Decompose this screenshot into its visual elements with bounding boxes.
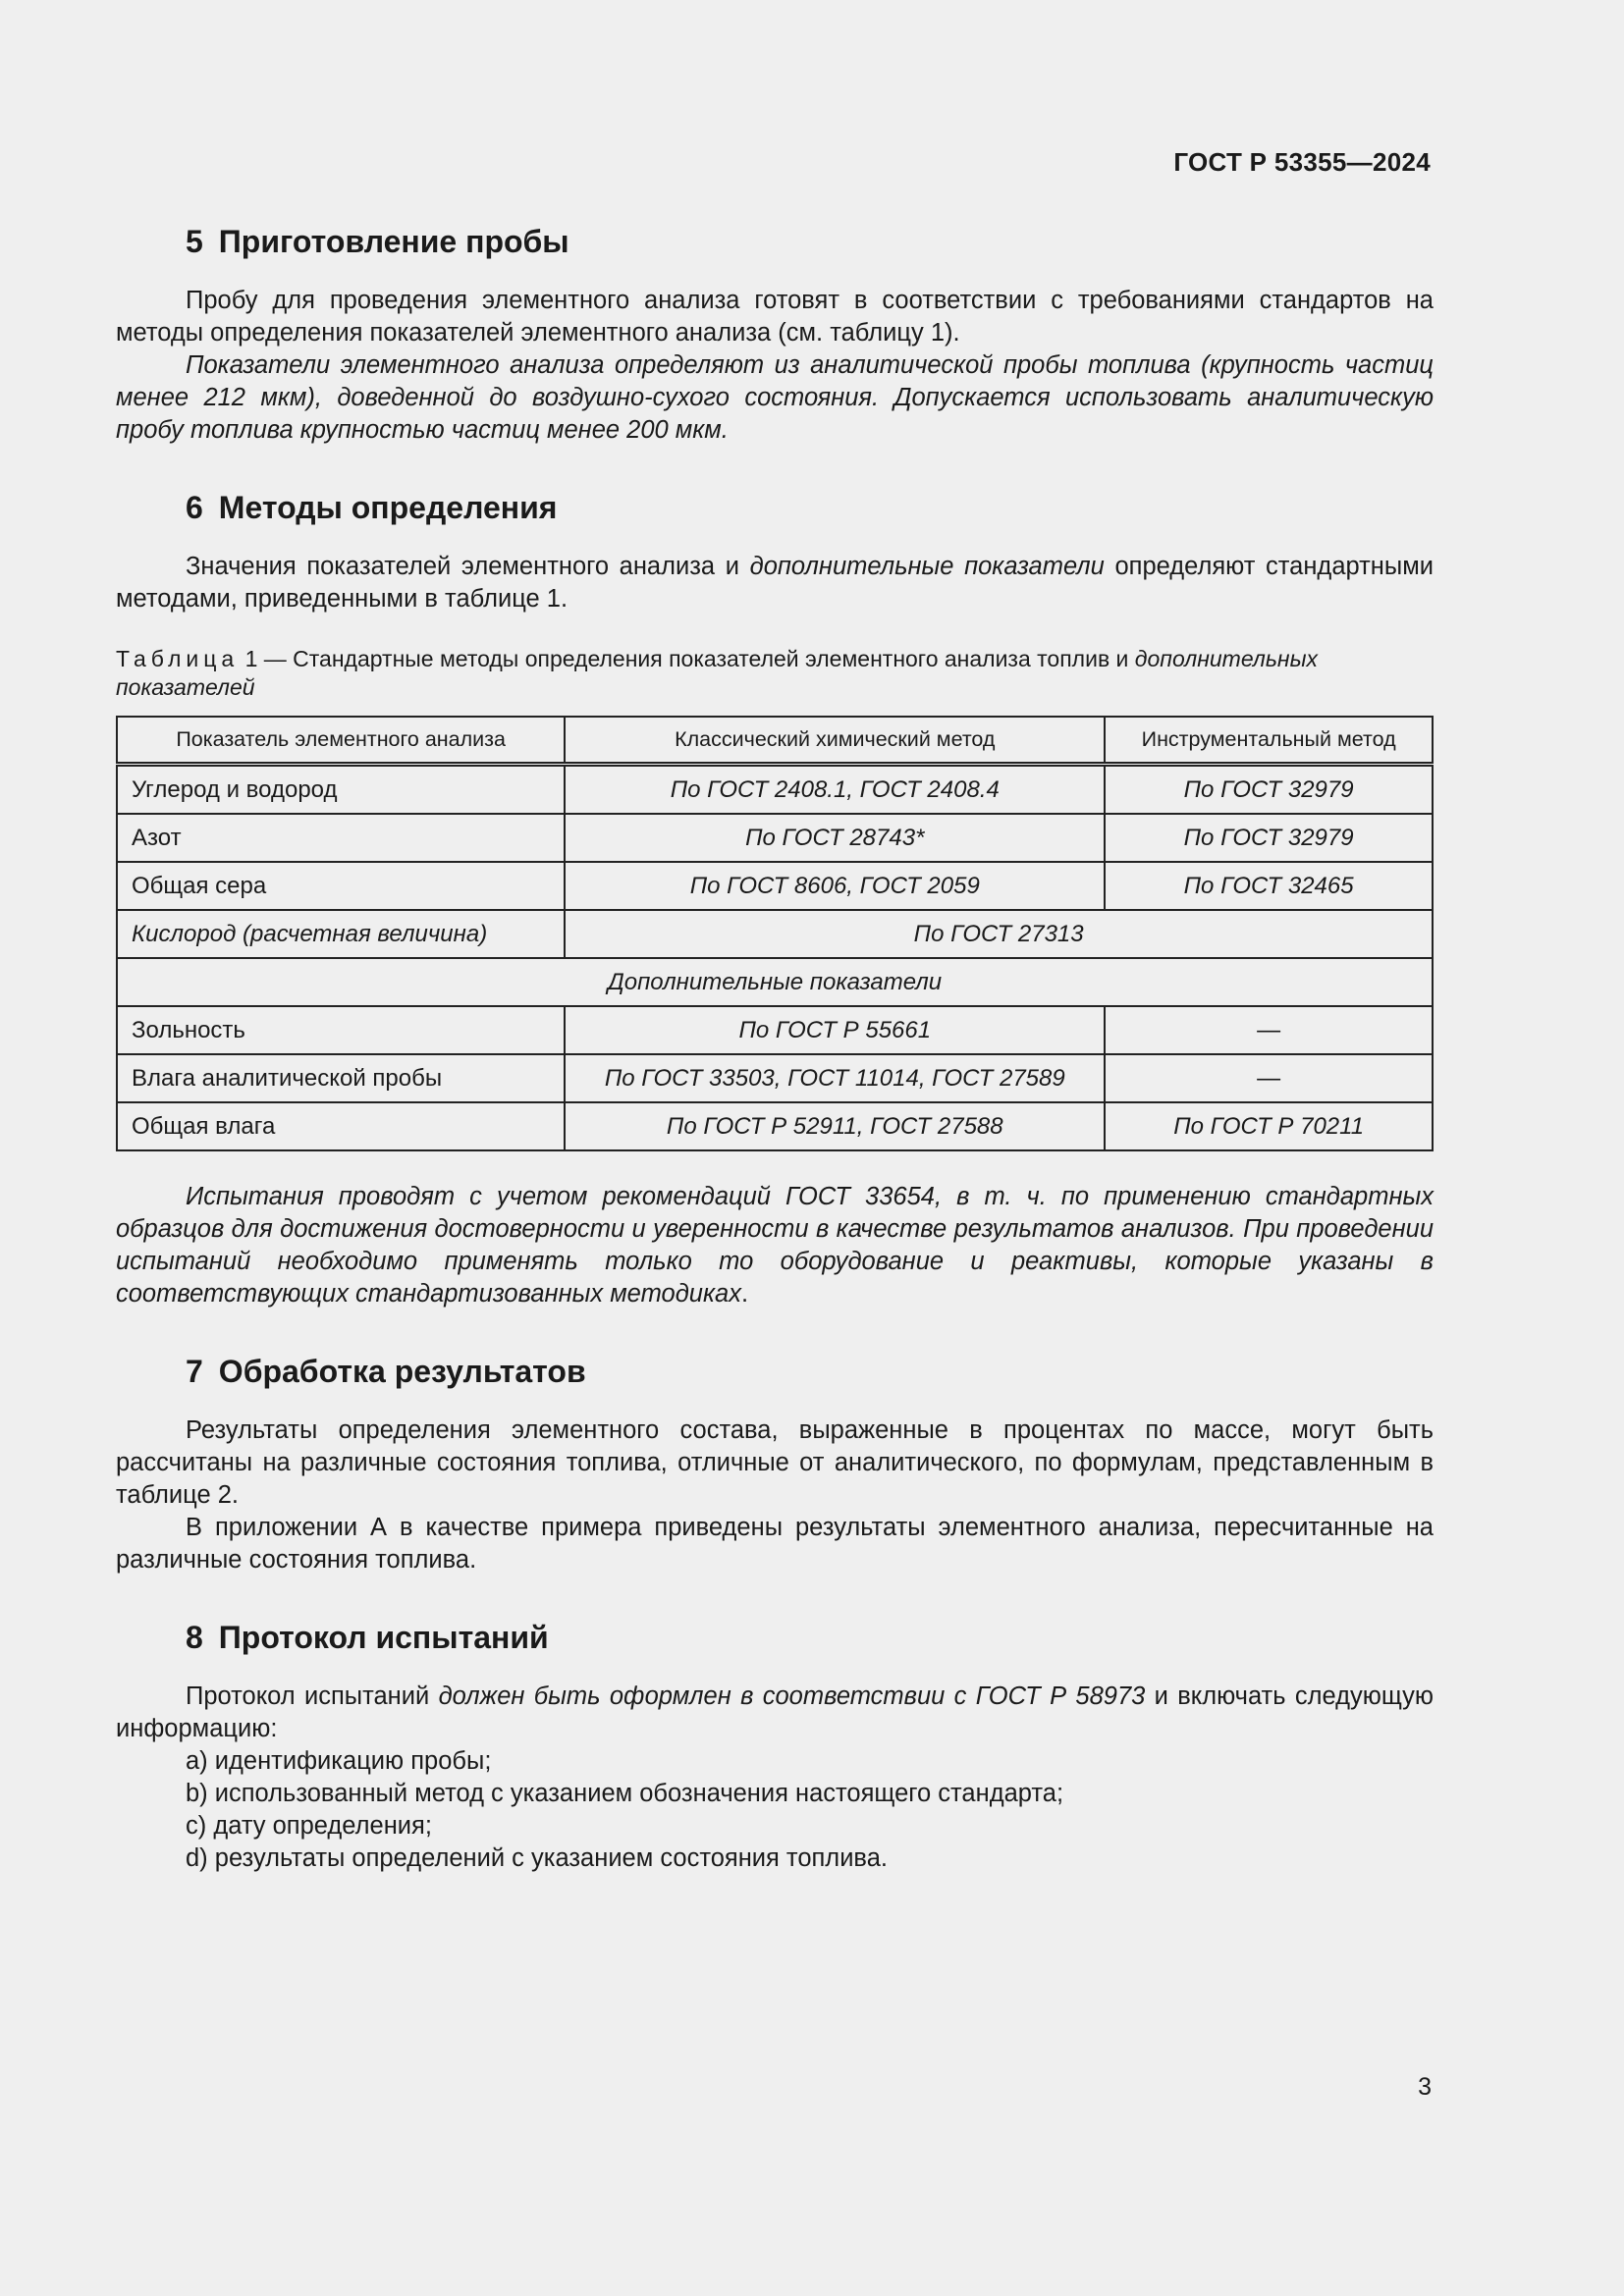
page-content <box>116 222 1434 1875</box>
table-cell: По ГОСТ Р 55661 <box>565 1006 1105 1054</box>
section-number: 6 <box>186 490 203 525</box>
table-row <box>117 862 1433 910</box>
section-8 <box>116 1618 1434 1875</box>
section-8-heading <box>116 1618 1434 1657</box>
text-run-italic: дополнительные показатели <box>749 553 1105 580</box>
table-row <box>117 910 1433 958</box>
info-list <box>116 1745 1434 1875</box>
table-row <box>117 1102 1433 1150</box>
text-run-italic: Испытания проводят с учетом рекомендаций ГОСТ 33654, в т. ч. по применению стандартных образцов для достижения достоверности и уверенности в качестве результатов анализов. При проведении испытаний необходимо применять только то оборудование и реактивы, которые указаны в соответствующих стандартизованных методиках <box>116 1183 1434 1308</box>
paragraph: Пробу для проведения элементного анализа готовят в соответствии с требованиями стандартов на методы определения показателей элементного анализа (см. таблицу 1). <box>116 287 1434 347</box>
section-5 <box>116 222 1434 447</box>
table-cell: По ГОСТ 28743* <box>565 814 1105 862</box>
table-cell: По ГОСТ Р 70211 <box>1105 1102 1433 1150</box>
text-run: определяют стандартными методами, приведенными в таблице 1. <box>116 553 1434 613</box>
paragraph <box>116 551 1434 615</box>
paragraph-italic: Показатели элементного анализа определяют из аналитической пробы топлива (крупность частиц менее 212 мкм), доведенной до воздушно-сухого состояния. Допускается использовать аналитическую пробу топлива крупностью частиц менее 200 мкм. <box>116 351 1434 444</box>
paragraph <box>116 1181 1434 1310</box>
caption-text: Стандартные методы определения показателей элементного анализа топлив и <box>293 646 1135 671</box>
table-cell: По ГОСТ 2408.1, ГОСТ 2408.4 <box>565 765 1105 815</box>
table-cell: Кислород (расчетная величина) <box>117 910 565 958</box>
caption-text-italic: дополнительных показателей <box>116 646 1318 700</box>
list-item: d) результаты определений с указанием состояния топлива. <box>186 1844 888 1872</box>
section-6-heading <box>116 488 1434 527</box>
text-run-italic: должен быть оформлен в соответствии с ГОСТ Р 58973 <box>438 1682 1146 1710</box>
table-cell: Углерод и водород <box>117 765 565 815</box>
section-number: 5 <box>186 224 203 259</box>
paragraph <box>116 1681 1434 1745</box>
table-cell: По ГОСТ 32979 <box>1105 765 1433 815</box>
section-title: Приготовление пробы <box>218 224 569 259</box>
methods-table <box>116 716 1434 1151</box>
section-title: Обработка результатов <box>218 1354 586 1389</box>
section-title: Методы определения <box>218 490 558 525</box>
table-row <box>117 814 1433 862</box>
column-header: Классический химический метод <box>565 717 1105 765</box>
section-5-heading <box>116 222 1434 261</box>
caption-label: Таблица <box>116 646 240 671</box>
section-number: 8 <box>186 1620 203 1655</box>
table-cell: По ГОСТ 32979 <box>1105 814 1433 862</box>
page-number: 3 <box>1418 2073 1432 2101</box>
table-header-row <box>117 717 1433 765</box>
table-cell: По ГОСТ 27313 <box>565 910 1433 958</box>
table-subheader-row <box>117 958 1433 1006</box>
table-row <box>117 1054 1433 1102</box>
text-run: . <box>740 1280 749 1308</box>
text-run: Протокол испытаний <box>186 1682 439 1710</box>
paragraph: В приложении А в качестве примера приведены результаты элементного анализа, пересчитанные на различные состояния топлива. <box>116 1514 1434 1574</box>
table-caption <box>116 645 1434 702</box>
list-item: a) идентификацию пробы; <box>186 1747 492 1775</box>
table-subheader-cell: Дополнительные показатели <box>117 958 1433 1006</box>
caption-number: 1 — <box>239 646 294 671</box>
text-run: и включать следующую информацию: <box>116 1682 1434 1742</box>
table-row <box>117 1006 1433 1054</box>
table-cell: По ГОСТ 32465 <box>1105 862 1433 910</box>
list-item: b) использованный метод с указанием обозначения настоящего стандарта; <box>186 1780 1064 1807</box>
table-cell: Азот <box>117 814 565 862</box>
section-title: Протокол испытаний <box>218 1620 549 1655</box>
column-header: Показатель элементного анализа <box>117 717 565 765</box>
table-cell: По ГОСТ Р 52911, ГОСТ 27588 <box>565 1102 1105 1150</box>
table-cell: Зольность <box>117 1006 565 1054</box>
section-number: 7 <box>186 1354 203 1389</box>
section-7 <box>116 1352 1434 1576</box>
table-cell: Общая влага <box>117 1102 565 1150</box>
text-run: Значения показателей элементного анализа и <box>186 553 750 580</box>
column-header: Инструментальный метод <box>1105 717 1433 765</box>
section-7-heading <box>116 1352 1434 1391</box>
paragraph: Результаты определения элементного состава, выраженные в процентах по массе, могут быть рассчитаны на различные состояния топлива, отличные от аналитического, по формулам, представленным в таблице 2. <box>116 1416 1434 1509</box>
table-cell: По ГОСТ 33503, ГОСТ 11014, ГОСТ 27589 <box>565 1054 1105 1102</box>
table-cell: — <box>1105 1006 1433 1054</box>
table-cell: Общая сера <box>117 862 565 910</box>
standard-code: ГОСТ Р 53355—2024 <box>1173 147 1431 177</box>
table-cell: — <box>1105 1054 1433 1102</box>
list-item: c) дату определения; <box>186 1812 432 1840</box>
table-cell: Влага аналитической пробы <box>117 1054 565 1102</box>
section-6 <box>116 488 1434 1310</box>
table-row <box>117 765 1433 815</box>
table-cell: По ГОСТ 8606, ГОСТ 2059 <box>565 862 1105 910</box>
